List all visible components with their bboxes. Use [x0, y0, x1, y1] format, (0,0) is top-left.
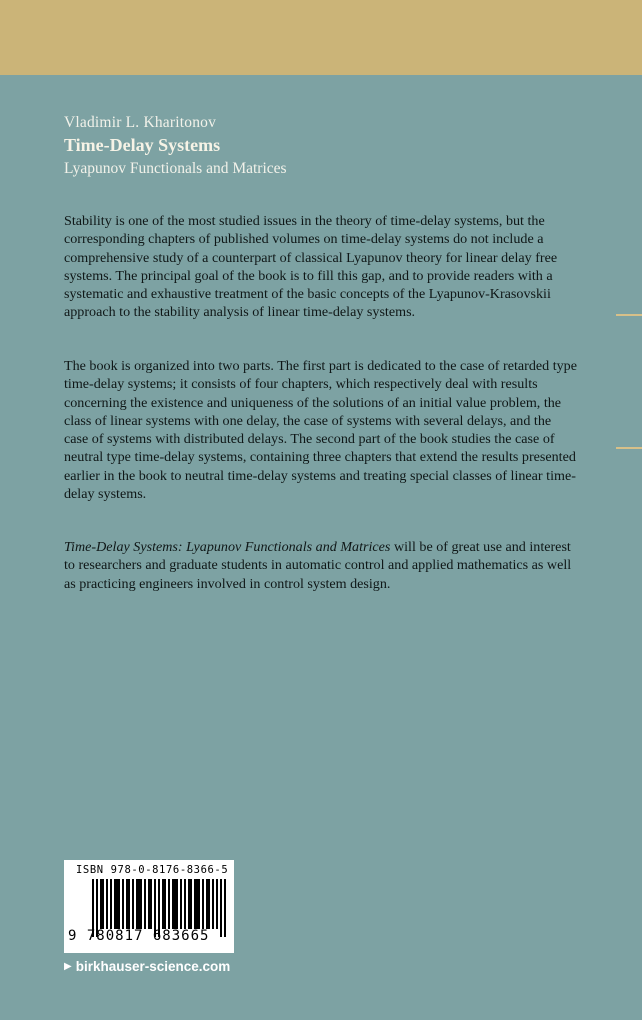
play-arrow-icon: ▶	[64, 960, 72, 972]
isbn-barcode-box	[64, 860, 234, 953]
blurb-paragraph-3	[64, 538, 578, 593]
blurb-paragraph-2: The book is organized into two parts. The first part is dedicated to the case of retarded type time-delay systems; it consists of four chapters, which respectively deal with results concerning the existence and uniqueness of the solutions of an initial value problem, the class of linear systems with one delay, the case of systems with several delays, and the case of systems with distributed delays. The second part of the book studies the case of neutral type time-delay systems, containing three chapters that extend the results presented earlier in the book to neutral time-delay systems and treating special classes of linear time-delay systems.	[64, 358, 577, 503]
blurb-book-title-italic: Time-Delay Systems: Lyapunov Functionals and Matrices	[64, 539, 391, 555]
book-title: Time-Delay Systems	[64, 135, 221, 155]
book-subtitle: Lyapunov Functionals and Matrices	[64, 160, 287, 177]
spine-edge-mark	[616, 447, 642, 449]
spine-edge-mark	[616, 314, 642, 316]
publisher-link[interactable]	[64, 959, 230, 974]
author-name: Vladimir L. Kharitonov	[64, 114, 217, 131]
publisher-website[interactable]: birkhauser-science.com	[75, 959, 231, 974]
blurb-paragraph-1: Stability is one of the most studied issues in the theory of time-delay systems, but the corresponding chapters of published volumes on time-delay systems do not include a comprehensive study of a counterpart of classical Lyapunov theory for linear delay free systems. The principal goal of the book is to fill this gap, and to provide readers with a systematic and exhaustive treatment of the basic concepts of the Lyapunov-Krasovskii approach to the stability analysis of linear time-delay systems.	[64, 213, 558, 321]
top-color-band	[0, 0, 642, 75]
isbn-label: ISBN 978-0-8176-8366-5	[76, 864, 229, 876]
ean-digits: 9 780817 683665	[68, 928, 210, 944]
blurb-paragraph-3-text: will be of great use and interest to researchers and graduate students in automatic control and applied mathematics as well as practicing engineers involved in control system design.	[64, 539, 572, 592]
